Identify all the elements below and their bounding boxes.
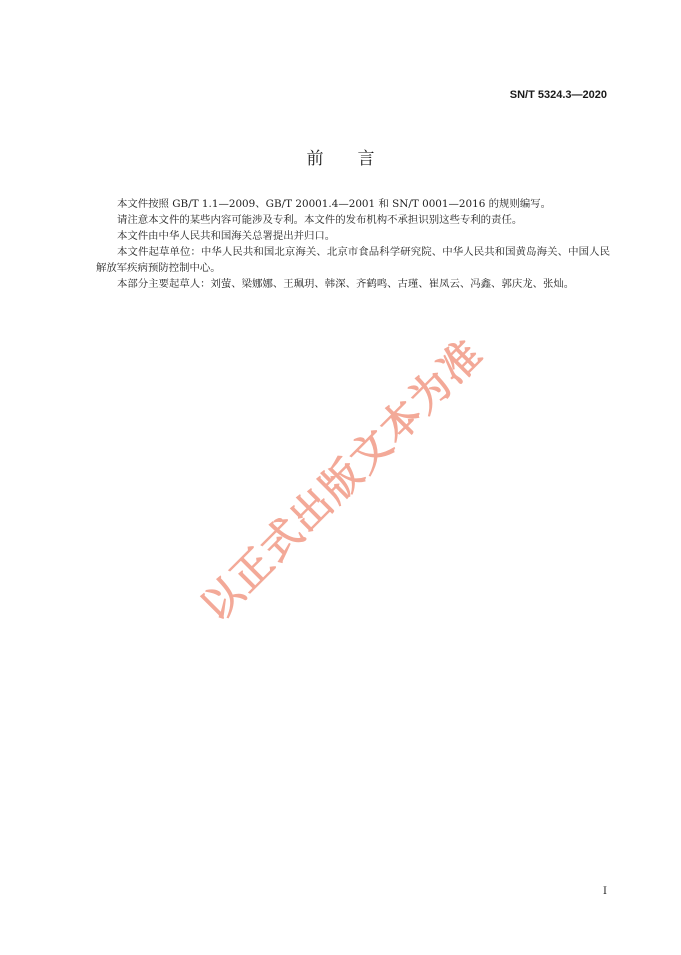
watermark: 以正式出版文本为准 [192,330,493,631]
paragraph-drafters: 本部分主要起草人：刘萤、梁娜娜、王珮玥、韩深、齐鹤鸣、古瑾、崔凤云、冯鑫、郭庆龙、张灿。 [117,278,575,290]
page-title [0,144,681,169]
paragraph-proposer: 本文件由中华人民共和国海关总署提出并归口。 [117,230,336,242]
paragraph-drafting-units: 本文件起草单位：中华人民共和国北京海关、北京市食品科学研究院、中华人民共和国黄岛海关、中国人民解放军疾病预防控制中心。 [96,246,610,274]
document-number: SN/T 5324.3—2020 [509,89,607,101]
page-number: I [603,886,607,897]
paragraph-patent-notice: 请注意本文件的某些内容可能涉及专利。本文件的发布机构不承担识别这些专利的责任。 [117,214,523,226]
title-char-1: 前 [306,149,324,169]
title-char-2: 言 [357,149,375,169]
paragraph-drafting-rules: 本文件按照 GB/T 1.1—2009、GB/T 20001.4—2001 和 SN/T 0001—2016 的规则编写。 [117,198,552,210]
foreword-body [96,196,610,292]
